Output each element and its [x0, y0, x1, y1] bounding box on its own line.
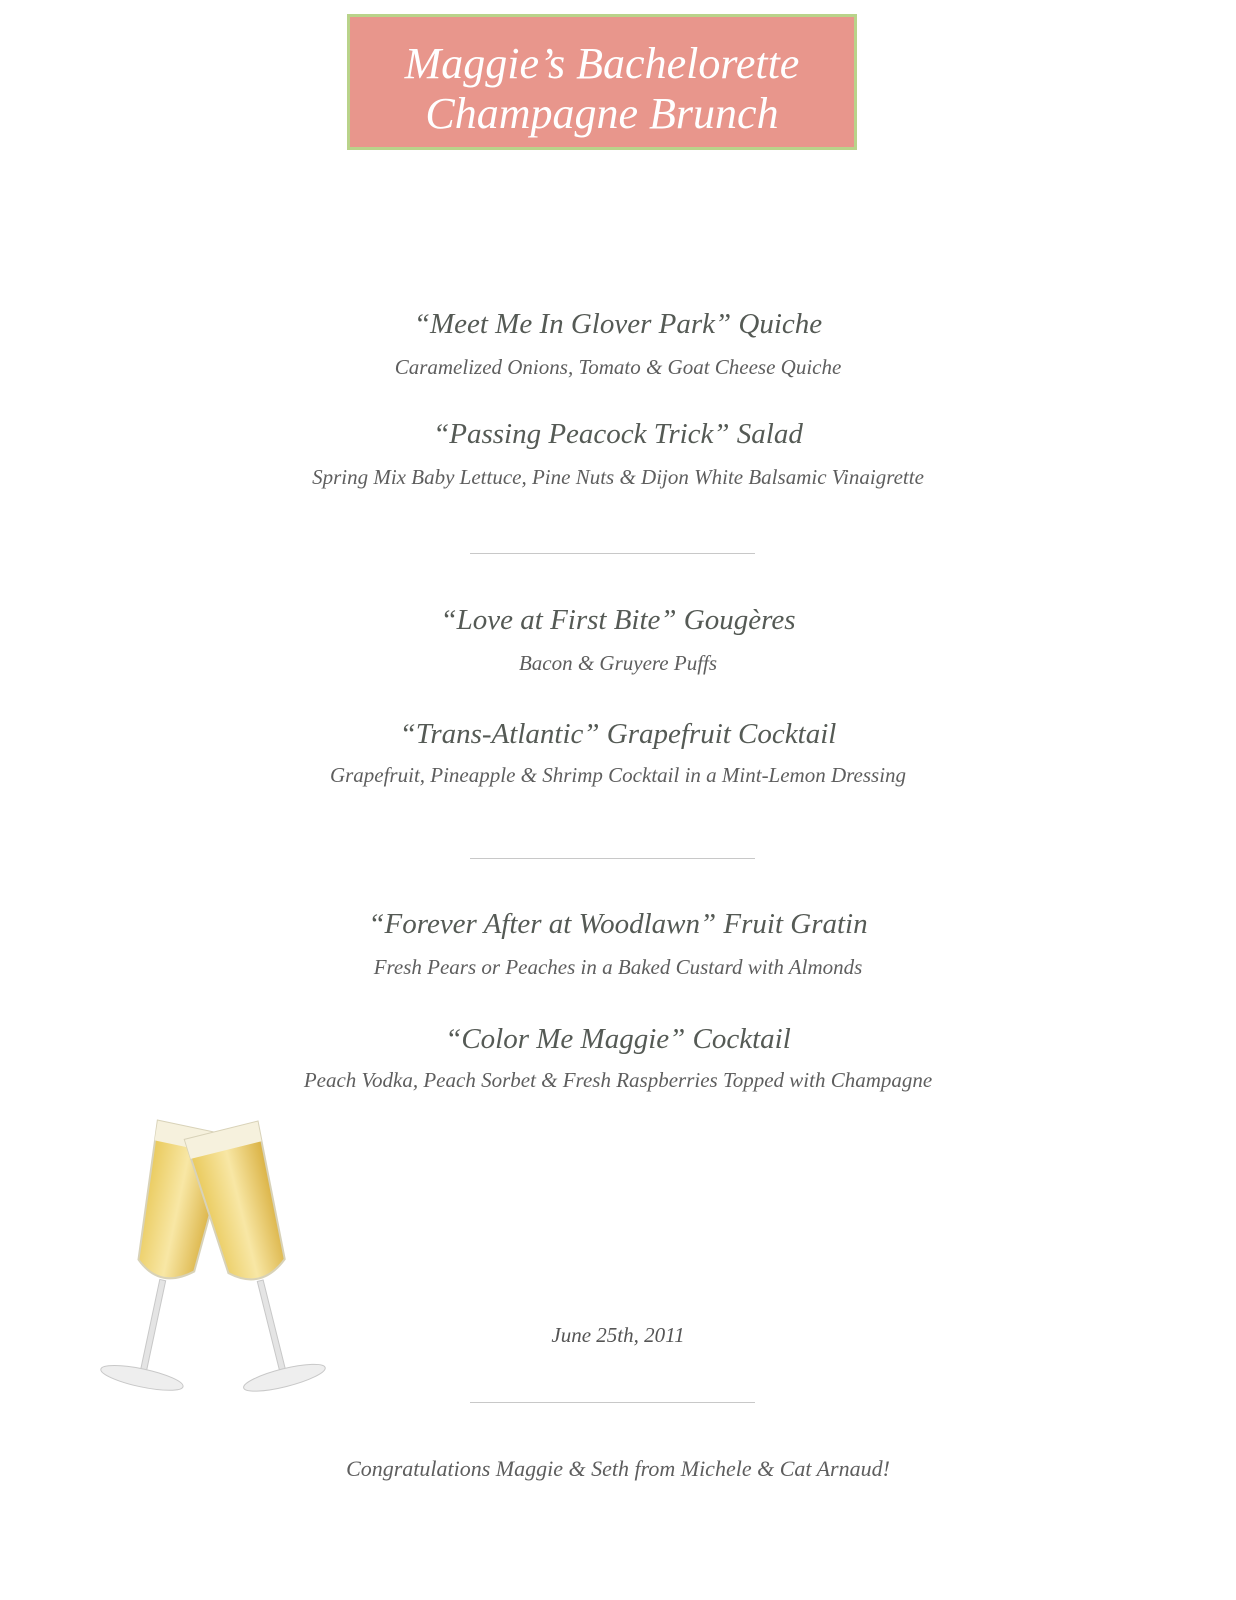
menu-item-title: “Meet Me In Glover Park” Quiche — [413, 308, 823, 340]
divider — [470, 553, 755, 554]
menu-item-title: “Trans-Atlantic” Grapefruit Cocktail — [399, 718, 837, 750]
title-line-2: Champagne Brunch — [425, 89, 779, 138]
congratulations-message: Congratulations Maggie & Seth from Michele & Cat Arnaud! — [346, 1456, 890, 1481]
menu-item-title: “Love at First Bite” Gougères — [440, 604, 796, 636]
divider — [470, 1402, 755, 1403]
menu-item-description: Caramelized Onions, Tomato & Goat Cheese Quiche — [394, 355, 842, 379]
title-line-1: Maggie’s Bachelorette — [404, 39, 800, 88]
menu-item-description: Grapefruit, Pineapple & Shrimp Cocktail in a Mint-Lemon Dressing — [329, 763, 907, 787]
title-banner — [347, 14, 857, 150]
menu-item-description: Peach Vodka, Peach Sorbet & Fresh Raspberries Topped with Champagne — [303, 1068, 933, 1092]
menu-item-title: “Forever After at Woodlawn” Fruit Gratin — [368, 908, 868, 940]
menu-item-description: Fresh Pears or Peaches in a Baked Custard with Almonds — [373, 955, 863, 979]
champagne-glasses-icon — [85, 1085, 345, 1430]
menu-item-description: Spring Mix Baby Lettuce, Pine Nuts & Dijon White Balsamic Vinaigrette — [312, 465, 924, 489]
menu-item-description: Bacon & Gruyere Puffs — [518, 651, 718, 675]
event-date: June 25th, 2011 — [551, 1323, 685, 1347]
divider — [470, 858, 755, 859]
menu-item-title: “Passing Peacock Trick” Salad — [433, 418, 803, 450]
menu-item-title: “Color Me Maggie” Cocktail — [445, 1023, 791, 1055]
